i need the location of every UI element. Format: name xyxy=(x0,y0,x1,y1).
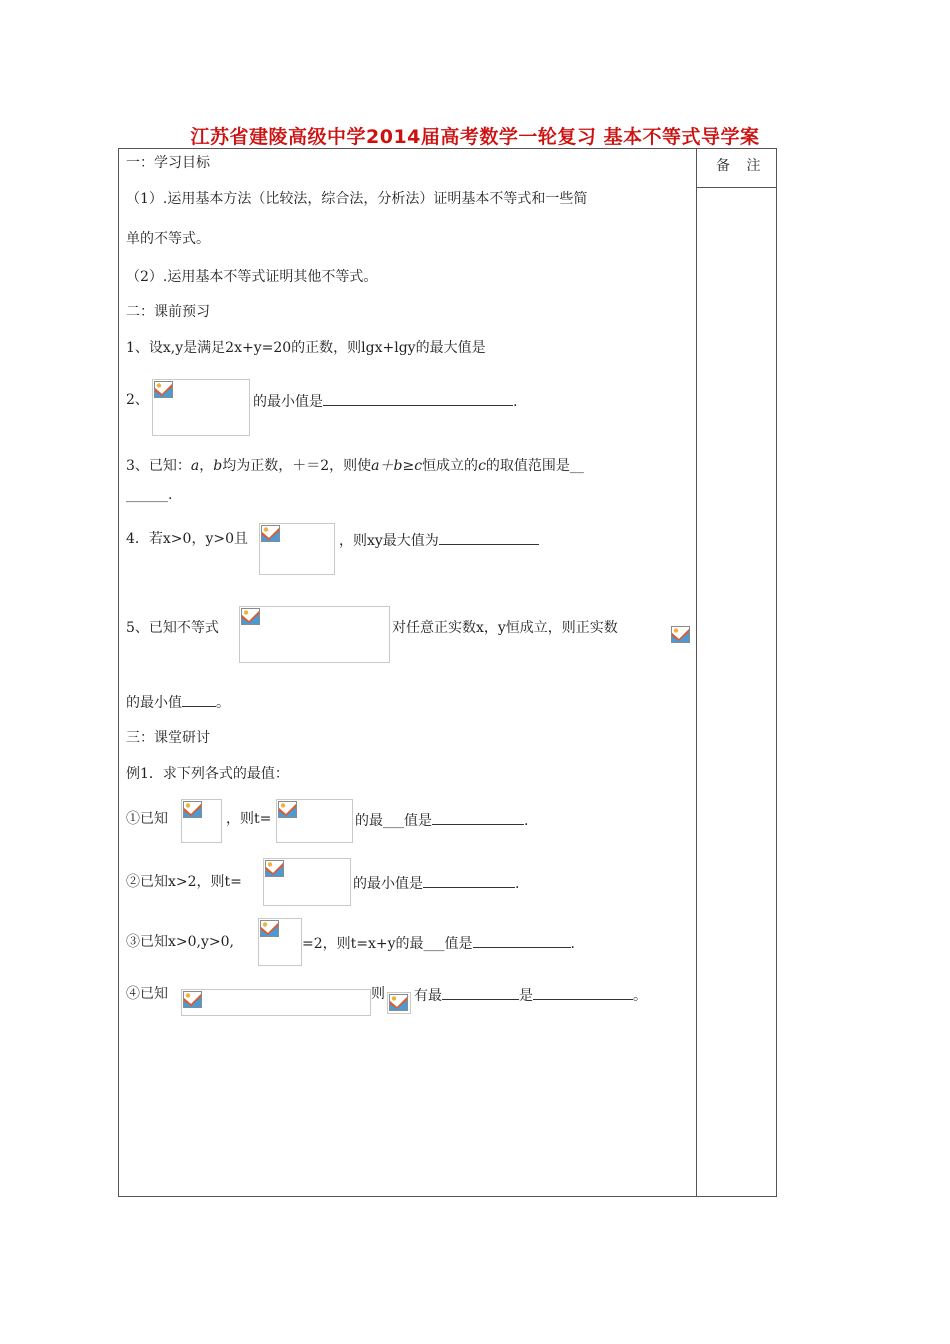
broken-image-icon xyxy=(389,994,408,1011)
answer-blank[interactable] xyxy=(473,933,571,948)
example-1-part-4-text-end: 有最 是 。 xyxy=(414,985,647,1005)
broken-image-icon xyxy=(671,626,690,643)
broken-image-icon xyxy=(260,920,279,937)
broken-image-icon xyxy=(265,860,284,877)
question-2-number: 2、 xyxy=(126,392,149,408)
notes-column-label: 备 注 xyxy=(716,158,767,174)
example-1-part-4-text: ④已知 xyxy=(126,986,168,1002)
question-3: 3、已知：a，b均为正数，＋＝2，则使a＋b≥c恒成立的c的取值范围是__ xyxy=(126,458,584,474)
answer-blank[interactable] xyxy=(182,692,216,707)
formula-image xyxy=(181,989,371,1016)
formula-image xyxy=(276,799,353,843)
section-heading-preview: 二：课前预习 xyxy=(126,304,210,320)
goal-2: （2）.运用基本不等式证明其他不等式。 xyxy=(126,269,378,285)
example-1-part-1-text-mid: ，则t= xyxy=(226,811,272,827)
question-4-text-end: ，则xy最大值为 xyxy=(339,530,539,550)
broken-image-icon xyxy=(278,801,297,818)
formula-image xyxy=(259,523,335,575)
example-1-part-1-text-end: 的最___值是 . xyxy=(355,810,528,830)
goal-1-line-2: 单的不等式。 xyxy=(126,231,210,247)
answer-blank[interactable] xyxy=(533,985,633,1000)
page-title: 江苏省建陵高级中学2014届高考数学一轮复习 基本不等式导学案 xyxy=(190,126,760,148)
question-1: 1、设x,y是满足2x+y=20的正数，则lgx+lgy的最大值是 xyxy=(126,340,486,356)
question-4-text: 4．若x>0，y>0且 xyxy=(126,531,248,547)
answer-blank[interactable] xyxy=(323,391,513,406)
formula-image xyxy=(387,992,411,1014)
formula-image xyxy=(258,918,302,966)
question-5-text: 5、已知不等式 xyxy=(126,620,219,636)
example-1-heading: 例1．求下列各式的最值： xyxy=(126,766,289,782)
question-3-line-2: ______. xyxy=(126,487,173,503)
notes-header-separator xyxy=(696,187,777,188)
formula-image xyxy=(239,606,390,663)
section-heading-classroom: 三：课堂研讨 xyxy=(126,730,210,746)
worksheet-table xyxy=(118,148,777,1197)
goal-1-line-1: （1）.运用基本方法（比较法，综合法，分析法）证明基本不等式和一些简 xyxy=(126,191,588,207)
example-1-part-2-text-end: 的最小值是 . xyxy=(353,873,519,893)
broken-image-icon xyxy=(183,991,202,1008)
answer-blank[interactable] xyxy=(442,985,519,1000)
broken-image-icon xyxy=(241,608,260,625)
question-5-text-mid: 对任意正实数x，y恒成立，则正实数 xyxy=(392,620,618,636)
formula-image xyxy=(152,379,250,436)
broken-image-icon xyxy=(154,381,173,398)
example-1-part-2-text: ②已知x>2，则t= xyxy=(126,874,242,890)
broken-image-icon xyxy=(261,525,280,542)
answer-blank[interactable] xyxy=(439,530,539,545)
formula-image xyxy=(181,799,222,843)
question-5-line-2: 的最小值 。 xyxy=(126,692,230,712)
answer-blank[interactable] xyxy=(423,873,515,888)
example-1-part-1-text: ①已知 xyxy=(126,811,168,827)
example-1-part-3-text-end: =2，则t=x+y的最___值是 . xyxy=(302,933,575,953)
example-1-part-3-text: ③已知x>0,y>0, xyxy=(126,934,234,950)
formula-image xyxy=(263,858,351,906)
answer-blank[interactable] xyxy=(432,810,524,825)
broken-image-icon xyxy=(183,801,202,818)
example-1-part-4-text-mid: 则 xyxy=(371,986,385,1002)
question-2-text: 的最小值是 . xyxy=(253,391,517,411)
notes-column-divider xyxy=(696,148,697,1197)
section-heading-goals: 一：学习目标 xyxy=(126,155,210,171)
